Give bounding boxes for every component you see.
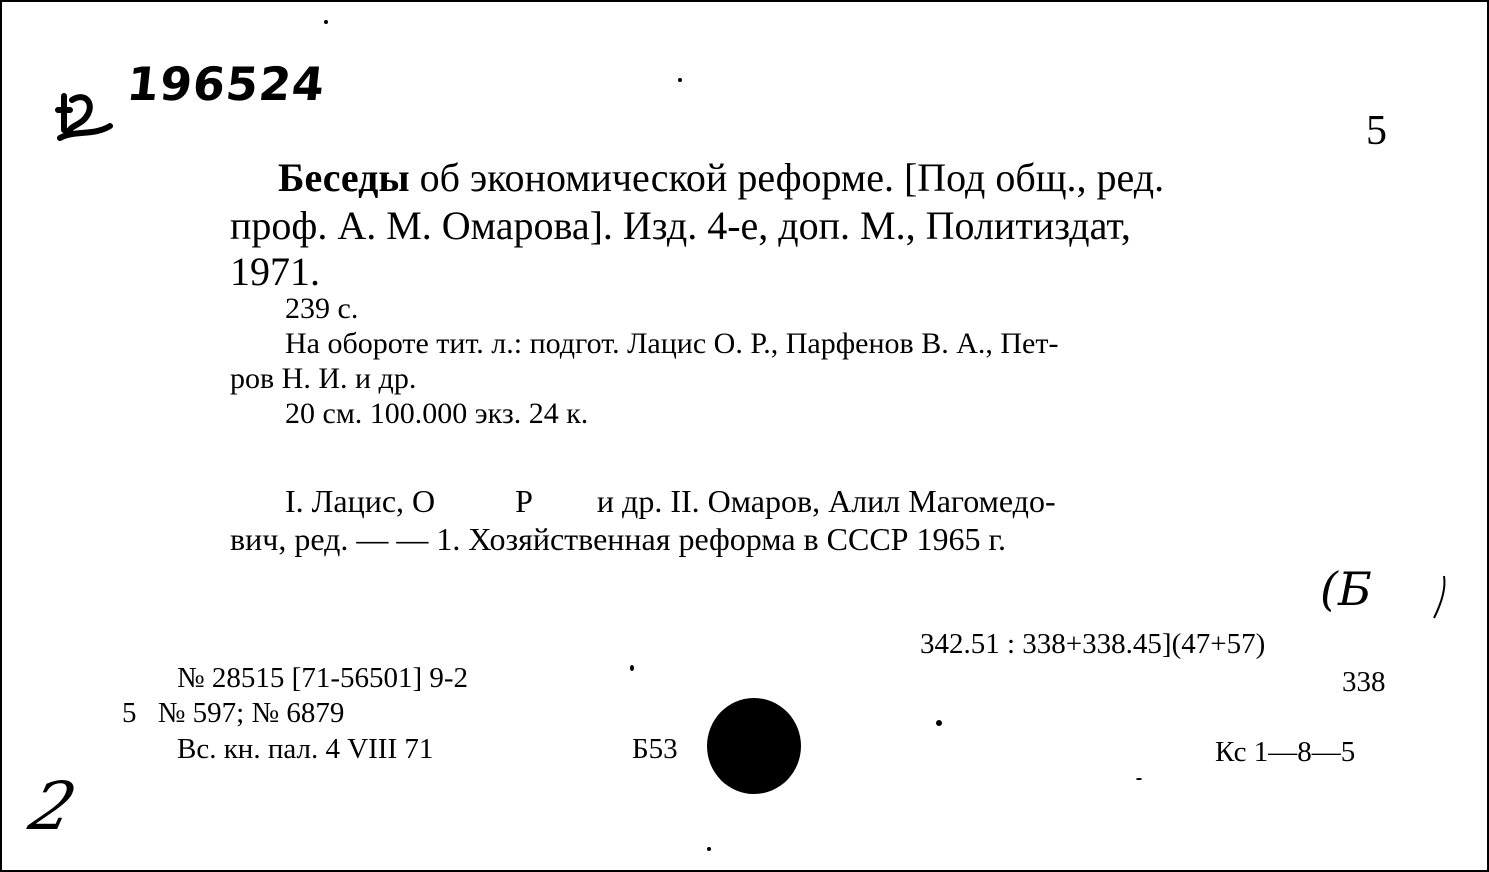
title-bold-word: Беседы (278, 155, 410, 200)
handwritten-mark: (Б (1320, 562, 1372, 616)
note-line-2: ров Н. И. и др. (230, 362, 417, 395)
classification-index: 342.51 : 338+338.45](47+57) (920, 628, 1266, 660)
speck (630, 665, 634, 671)
speck (324, 20, 328, 24)
speck (1136, 778, 1142, 780)
title-line-3: 1971. (230, 249, 320, 294)
added-entries-line-2: вич, ред. — — 1. Хозяйственная реформа в СССР 1965 г. (230, 521, 1006, 557)
punch-hole (707, 698, 801, 794)
classification-sub-index: 338 (1342, 666, 1386, 698)
speck (936, 720, 942, 726)
pages-count: 239 с. (285, 292, 359, 325)
inventory-number: 196524 (124, 57, 328, 111)
speck (707, 847, 711, 851)
order-line-2-text: № 597; № 6879 (157, 697, 345, 729)
added-entries-line-1: I. Лацис, О Р и др. II. Омаров, Алил Магомедо- (285, 483, 1056, 519)
b-code: Б53 (632, 733, 678, 765)
order-line-1: № 28515 [71-56501] 9-2 (177, 662, 469, 694)
title-line-2: проф. А. М. Омарова]. Изд. 4-е, доп. М., Политиздат, (230, 203, 1131, 248)
pencil-stroke-icon (1430, 574, 1450, 620)
kc-code: Кс 1—8—5 (1215, 736, 1356, 768)
page-number: 5 (1366, 108, 1387, 154)
title-line-1 (278, 154, 1398, 201)
order-line-2-prefix: 5 (122, 697, 137, 729)
order-line-2 (122, 697, 344, 730)
speck (678, 78, 682, 82)
title-line-1-rest: об экономической реформе. [Под общ., ред. (419, 155, 1165, 200)
library-stamp-icon (54, 90, 116, 146)
handwritten-corner-number: 2 (22, 768, 84, 845)
note-line-1: На обороте тит. л.: подгот. Лацис О. Р., Парфенов В. А., Пет- (285, 327, 1059, 360)
format-line: 20 см. 100.000 экз. 24 к. (285, 397, 589, 430)
book-chamber-line: Вс. кн. пал. 4 VIII 71 (177, 733, 434, 765)
